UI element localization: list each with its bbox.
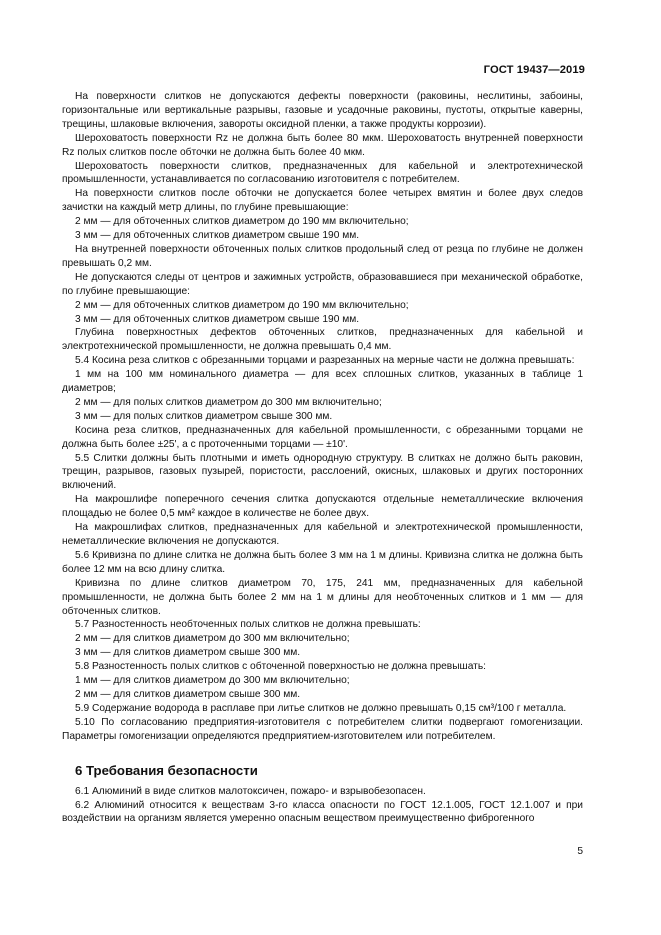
clause-5-5: 5.5 Слитки должны быть плотными и иметь однородную структуру. В слитках не должно быть раковин, трещин, разрывов, газовых пузырей, пористости, расслоений, окисных, шлаковых и других посторонних включений. bbox=[62, 452, 583, 492]
paragraph: Шероховатость поверхности Rz не должна быть более 80 мкм. Шероховатость внутренней поверхности Rz полых слитков после обточки не должна быть более 40 мкм. bbox=[62, 132, 583, 158]
list-item: 1 мм на 100 мм номинального диаметра — для всех сплошных слитков, указанных в таблице 1 диаметров; bbox=[62, 369, 583, 395]
list-item: 2 мм — для обточенных слитков диаметром до 190 мм включительно; bbox=[75, 299, 409, 311]
paragraph: На поверхности слитков не допускаются дефекты поверхности (раковины, неслитины, забоины, горизонтальные или вертикальные разрывы, газовые и усадочные раковины, пустоты, открытые каверны, трещины, шлаковые включения, завороты оксидной пленки, а также продукты коррозии). bbox=[62, 91, 583, 130]
clause-5-10: 5.10 По согласованию предприятия-изготовителя с потребителем слитки подвергают гомогенизации. Параметры гомогенизации определяются предприятием-изготовителем или потребителем. bbox=[62, 716, 583, 742]
paragraph: На внутренней поверхности обточенных полых слитков продольный след от резца по глубине не должен превышать 0,2 мм. bbox=[62, 243, 583, 269]
clause-5-4: 5.4 Косина реза слитков с обрезанными торцами и разрезанных на мерные части не должна превышать: bbox=[75, 355, 575, 367]
list-item: 3 мм — для обточенных слитков диаметром свыше 190 мм. bbox=[75, 313, 360, 325]
list-item: 2 мм — для обточенных слитков диаметром до 190 мм включительно; bbox=[75, 216, 409, 228]
document-header: ГОСТ 19437—2019 bbox=[483, 64, 585, 76]
clause-5-7: 5.7 Разностенность необточенных полых слитков не должна превышать: bbox=[75, 619, 421, 631]
section-heading: 6 Требования безопасности bbox=[75, 762, 258, 778]
paragraph: Кривизна по длине слитков диаметром 70, 175, 241 мм, предназначенных для кабельной промышленности, не должна быть более 2 мм на 1 м длины для необточенных слитков и 1 мм — для обточенных слитков. bbox=[62, 577, 583, 617]
paragraph: Глубина поверхностных дефектов обточенных слитков, предназначенных для кабельной и электротехнической промышленности, не должна превышать 0,4 мм. bbox=[62, 327, 583, 353]
clause-5-6: 5.6 Кривизна по длине слитка не должна быть более 3 мм на 1 м длины. Кривизна слитка не должна быть более 12 мм на всю длину слитка. bbox=[62, 549, 583, 575]
paragraph: Шероховатость поверхности слитков, предназначенных для кабельной и электротехнической промышленности, устанавливается по согласованию изготовителя с потребителем. bbox=[62, 160, 583, 186]
list-item: 3 мм — для слитков диаметром свыше 300 мм. bbox=[75, 647, 301, 659]
paragraph: Косина реза слитков, предназначенных для кабельной промышленности, с обрезанными торцами не должна быть более ±25', а с проточенными торцами — ±10'. bbox=[62, 424, 583, 450]
list-item: 3 мм — для полых слитков диаметром свыше 300 мм. bbox=[75, 410, 333, 422]
list-item: 2 мм — для полых слитков диаметром до 300 мм включительно; bbox=[75, 396, 382, 408]
list-item: 3 мм — для обточенных слитков диаметром свыше 190 мм. bbox=[75, 230, 360, 242]
paragraph: Не допускаются следы от центров и зажимных устройств, образовавшиеся при механической обработке, по глубине превышающие: bbox=[62, 271, 583, 297]
clause-6-2: 6.2 Алюминий относится к веществам 3-го класса опасности по ГОСТ 12.1.005, ГОСТ 12.1.007 и при воздействии на организм является умеренно опасным веществом преимущественно фиброгенного bbox=[62, 799, 583, 825]
list-item: 2 мм — для слитков диаметром до 300 мм включительно; bbox=[75, 633, 350, 645]
clause-5-8: 5.8 Разностенность полых слитков с обточенной поверхностью не должна превышать: bbox=[75, 661, 486, 673]
paragraph: На поверхности слитков после обточки не допускается более четырех вмятин и более двух следов зачистки на каждый метр длины, по глубине превышающие: bbox=[62, 188, 583, 214]
clause-5-9: 5.9 Содержание водорода в расплаве при литье слитков не должно превышать 0,15 см³/100 г металла. bbox=[75, 702, 567, 714]
list-item: 2 мм — для слитков диаметром свыше 300 мм. bbox=[75, 688, 301, 700]
document-body bbox=[62, 90, 583, 826]
list-item: 1 мм — для слитков диаметром до 300 мм включительно; bbox=[75, 675, 350, 687]
page-number: 5 bbox=[577, 846, 583, 857]
paragraph: На макрошлифах слитков, предназначенных для кабельной и электротехнической промышленности, неметаллические включения не допускаются. bbox=[62, 522, 583, 547]
paragraph: На макрошлифе поперечного сечения слитка допускаются отдельные неметаллические включения площадью не более 0,5 мм² каждое в количестве не более двух. bbox=[62, 494, 583, 520]
clause-6-1: 6.1 Алюминий в виде слитков малотоксичен, пожаро- и взрывобезопасен. bbox=[75, 785, 426, 797]
